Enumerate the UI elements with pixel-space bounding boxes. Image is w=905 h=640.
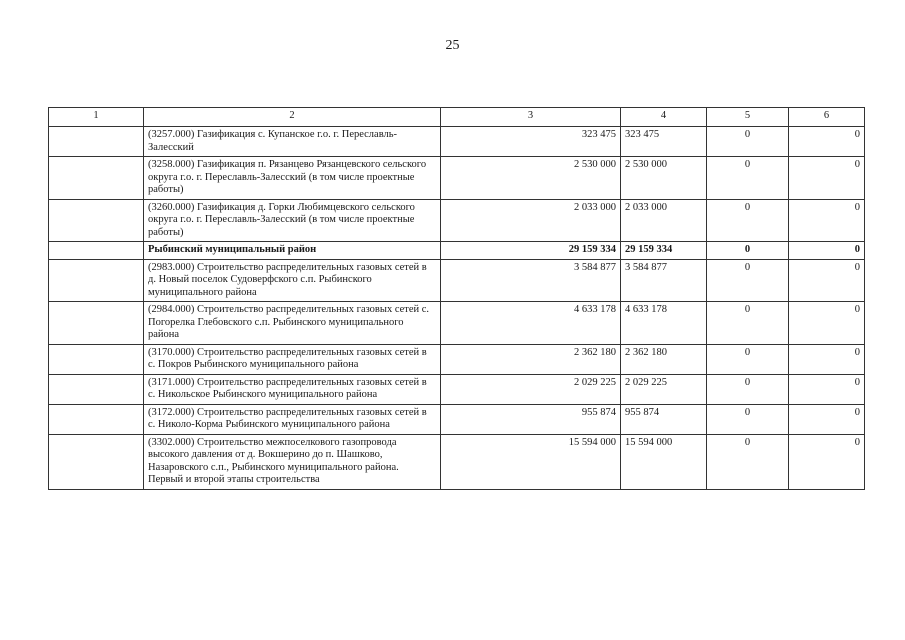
value-cell: 0 [789,302,865,345]
row-number-cell [49,199,144,242]
column-header: 3 [441,108,621,127]
value-cell: 0 [789,259,865,302]
row-number-cell [49,127,144,157]
page-number: 25 [445,38,460,53]
budget-table [48,107,865,490]
table-header-row [49,108,865,127]
value-cell: 0 [789,242,865,260]
table-row [49,157,865,200]
amount-cell: 323 475 [441,127,621,157]
amount-cell: 2 362 180 [621,344,707,374]
table-row [49,344,865,374]
value-cell: 0 [707,374,789,404]
column-header: 5 [707,108,789,127]
table-row [49,374,865,404]
row-number-cell [49,302,144,345]
value-cell: 0 [707,259,789,302]
amount-cell: 955 874 [621,404,707,434]
value-cell: 0 [707,242,789,260]
value-cell: 0 [707,127,789,157]
column-header: 6 [789,108,865,127]
object-name-cell: (3172.000) Строительство распределительных газовых сетей в с. Николо-Корма Рыбинского муниципального района [144,404,441,434]
table-row [49,242,865,260]
amount-cell: 323 475 [621,127,707,157]
object-name-cell: (2983.000) Строительство распределительных газовых сетей в д. Новый поселок Судоверфского с.п. Рыбинского муниципального района [144,259,441,302]
value-cell: 0 [789,344,865,374]
row-number-cell [49,404,144,434]
object-name-cell: (3257.000) Газификация с. Купанское г.о. г. Переславль-Залесский [144,127,441,157]
table-row [49,199,865,242]
amount-cell: 2 362 180 [441,344,621,374]
amount-cell: 29 159 334 [441,242,621,260]
amount-cell: 2 530 000 [621,157,707,200]
amount-cell: 3 584 877 [621,259,707,302]
amount-cell: 2 530 000 [441,157,621,200]
value-cell: 0 [707,404,789,434]
object-name-cell: (3302.000) Строительство межпоселкового газопровода высокого давления от д. Вокшерино до п. Шашково, Назаровского с.п., Рыбинского муниципального района. Первый и второй этапы строительства [144,434,441,489]
row-number-cell [49,344,144,374]
object-name-cell: Рыбинский муниципальный район [144,242,441,260]
column-header: 2 [144,108,441,127]
object-name-cell: (3171.000) Строительство распределительных газовых сетей в с. Никольское Рыбинского муниципального района [144,374,441,404]
amount-cell: 3 584 877 [441,259,621,302]
column-header: 4 [621,108,707,127]
amount-cell: 2 029 225 [441,374,621,404]
value-cell: 0 [789,157,865,200]
row-number-cell [49,157,144,200]
table-row [49,434,865,489]
value-cell: 0 [789,404,865,434]
value-cell: 0 [789,434,865,489]
amount-cell: 2 033 000 [621,199,707,242]
table-row [49,259,865,302]
row-number-cell [49,242,144,260]
amount-cell: 4 633 178 [441,302,621,345]
object-name-cell: (3260.000) Газификация д. Горки Любимцевского сельского округа г.о. г. Переславль-Залесский (в том числе проектные работы) [144,199,441,242]
amount-cell: 15 594 000 [621,434,707,489]
value-cell: 0 [707,434,789,489]
row-number-cell [49,374,144,404]
table-row [49,302,865,345]
value-cell: 0 [707,302,789,345]
object-name-cell: (2984.000) Строительство распределительных газовых сетей с. Погорелка Глебовского с.п. Рыбинского муниципального района [144,302,441,345]
value-cell: 0 [789,374,865,404]
row-number-cell [49,259,144,302]
amount-cell: 29 159 334 [621,242,707,260]
value-cell: 0 [789,199,865,242]
row-number-cell [49,434,144,489]
value-cell: 0 [707,344,789,374]
value-cell: 0 [707,157,789,200]
column-header: 1 [49,108,144,127]
amount-cell: 15 594 000 [441,434,621,489]
table-row [49,127,865,157]
value-cell: 0 [707,199,789,242]
amount-cell: 4 633 178 [621,302,707,345]
object-name-cell: (3170.000) Строительство распределительных газовых сетей в с. Покров Рыбинского муниципального района [144,344,441,374]
amount-cell: 2 029 225 [621,374,707,404]
value-cell: 0 [789,127,865,157]
object-name-cell: (3258.000) Газификация п. Рязанцево Рязанцевского сельского округа г.о. г. Переславль-Залесский (в том числе проектные работы) [144,157,441,200]
table-row [49,404,865,434]
amount-cell: 2 033 000 [441,199,621,242]
amount-cell: 955 874 [441,404,621,434]
